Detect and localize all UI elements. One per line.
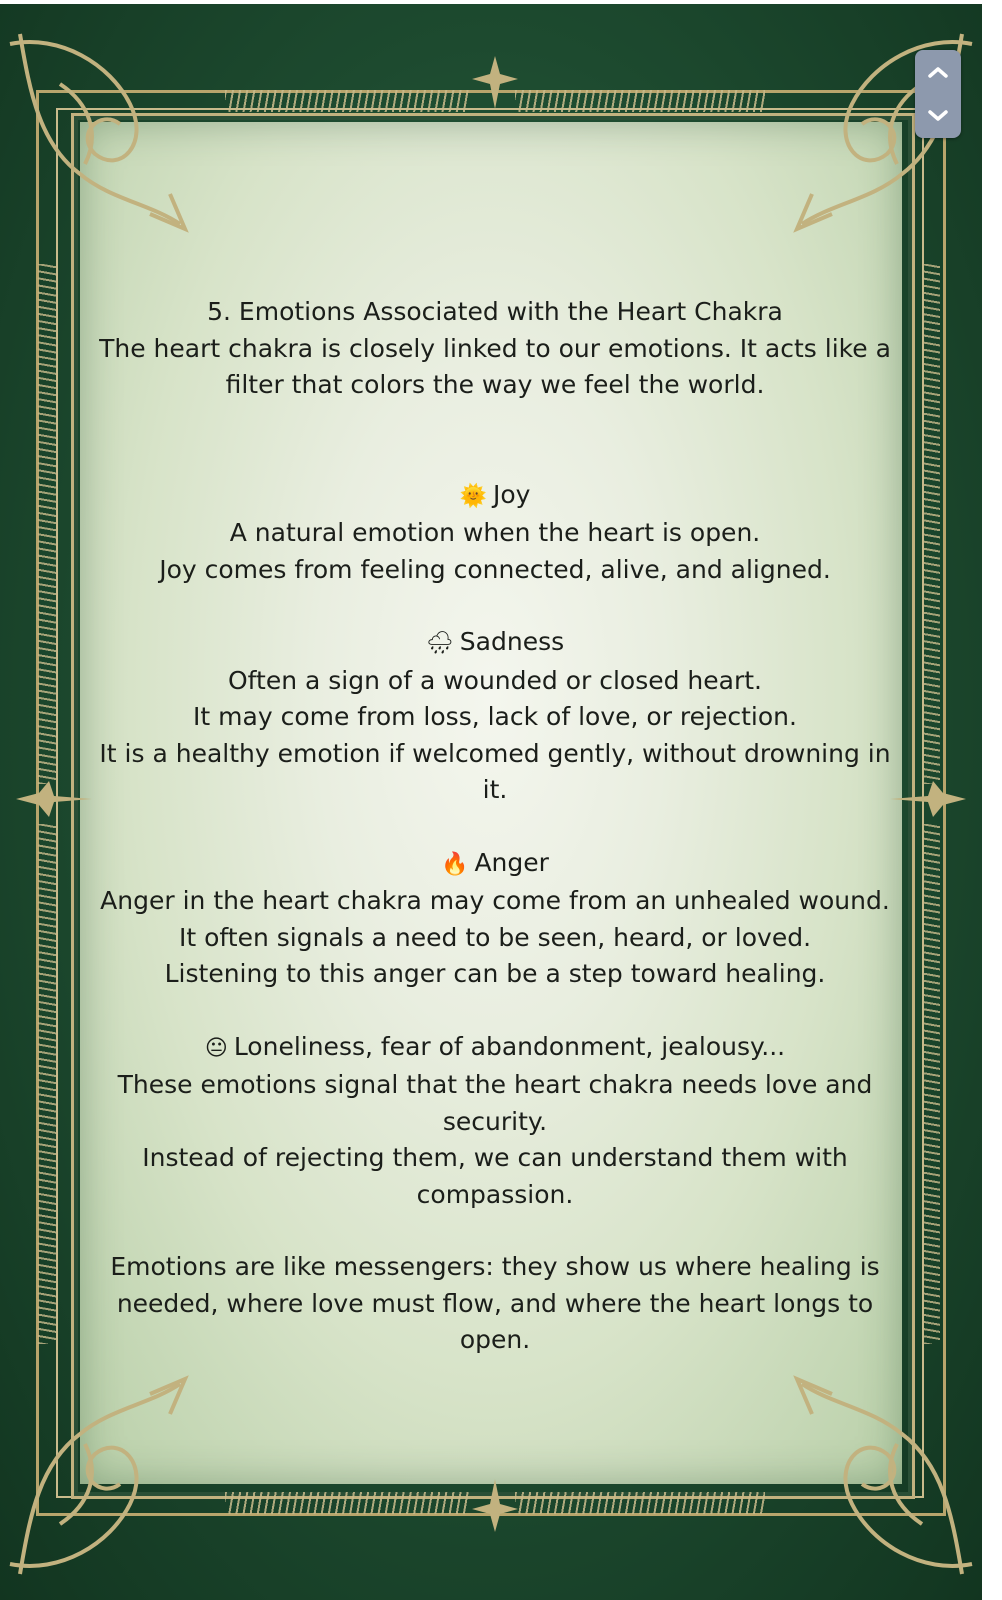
emotion-title: Sadness xyxy=(459,627,565,656)
emotion-line: A natural emotion when the heart is open. xyxy=(229,518,761,547)
emotion-loneliness xyxy=(90,1029,900,1214)
emotion-line: Anger in the heart chakra may come from an unhealed wound. xyxy=(100,886,890,915)
closing-line: needed, where love must flow, and where the heart longs to xyxy=(116,1288,874,1318)
fire-icon: 🔥 xyxy=(441,851,469,877)
bottom-center-ornament xyxy=(470,1474,520,1534)
chevron-up-icon xyxy=(927,65,949,79)
bottom-hatch-right xyxy=(515,1492,765,1514)
card-background xyxy=(0,4,982,1600)
top-center-ornament xyxy=(470,54,520,114)
top-hatch-right xyxy=(515,90,765,112)
top-hatch-left xyxy=(225,90,470,112)
emotion-line: Often a sign of a wounded or closed heart. xyxy=(227,665,763,695)
page-heading: 5. Emotions Associated with the Heart Chakra xyxy=(207,297,783,326)
emotion-line: It often signals a need to be seen, heard, or loved. xyxy=(178,922,812,952)
article-content xyxy=(90,294,900,1359)
bottom-hatch-left xyxy=(225,1492,470,1514)
neutral-face-icon: 😐 xyxy=(204,1035,228,1061)
left-hatch-top xyxy=(38,264,56,784)
emotion-line: security. xyxy=(442,1106,548,1136)
corner-ornament-bottom-left xyxy=(0,1374,200,1584)
right-side-ornament xyxy=(888,779,968,819)
emotion-line: These emotions signal that the heart chakra needs love and xyxy=(117,1070,873,1099)
emotion-line: It may come from loss, lack of love, or rejection. xyxy=(193,702,797,731)
emotion-line: Listening to this anger can be a step toward healing. xyxy=(164,959,826,988)
emotion-line: Instead of rejecting them, we can understand them with xyxy=(142,1143,848,1172)
emotion-title: Anger xyxy=(474,847,549,877)
closing-line: Emotions are like messengers: they show us where healing is xyxy=(110,1252,880,1281)
scroll-control xyxy=(915,50,961,138)
emotion-title: Loneliness, fear of abandonment, jealousy... xyxy=(233,1031,786,1061)
intro-line: filter that colors the way we feel the world. xyxy=(225,370,765,399)
intro-line: The heart chakra is closely linked to our emotions. It acts like a xyxy=(99,333,891,363)
scroll-down-button[interactable] xyxy=(915,94,961,138)
rain-cloud-icon: 🌧 xyxy=(425,631,454,656)
left-hatch-bottom xyxy=(38,824,56,1344)
emotion-line: Joy comes from feeling connected, alive, and aligned. xyxy=(159,554,831,584)
right-hatch-bottom xyxy=(922,824,940,1344)
emotion-joy xyxy=(90,477,900,589)
corner-ornament-top-left xyxy=(0,24,200,234)
emotion-line: It is a healthy emotion if welcomed gently, without drowning in it. xyxy=(99,738,891,804)
emotion-anger xyxy=(90,845,900,993)
left-side-ornament xyxy=(14,779,94,819)
emotion-title: Joy xyxy=(492,479,531,509)
sun-icon: 🌞 xyxy=(459,483,487,509)
chevron-down-icon xyxy=(927,109,949,123)
right-hatch-top xyxy=(922,264,940,784)
closing-line: open. xyxy=(459,1325,531,1354)
corner-ornament-bottom-right xyxy=(782,1374,982,1584)
emotion-sadness xyxy=(90,624,900,809)
closing-paragraph xyxy=(90,1249,900,1359)
scroll-up-button[interactable] xyxy=(915,50,961,94)
emotion-line: compassion. xyxy=(416,1179,574,1209)
